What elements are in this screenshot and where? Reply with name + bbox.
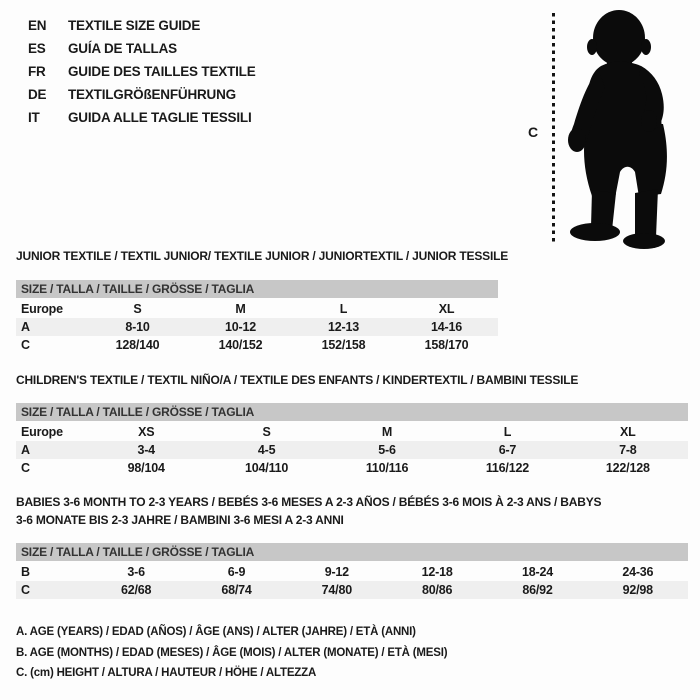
size-cell: 152/158 bbox=[321, 338, 366, 352]
size-cell: 9-12 bbox=[324, 565, 349, 579]
children-table-rows bbox=[16, 423, 688, 477]
table-row bbox=[16, 300, 498, 318]
language-list bbox=[28, 14, 256, 129]
row-label: C bbox=[21, 583, 30, 597]
language-row bbox=[28, 37, 256, 60]
size-cell: 98/104 bbox=[127, 461, 165, 475]
size-cell: 4-5 bbox=[257, 443, 276, 457]
size-cell: XL bbox=[620, 425, 636, 439]
size-cell: 14-16 bbox=[431, 320, 462, 334]
language-code: DE bbox=[28, 87, 47, 102]
size-cell: 80/86 bbox=[422, 583, 453, 597]
size-cell: 74/80 bbox=[321, 583, 352, 597]
table-row bbox=[16, 423, 688, 441]
size-cell: 128/140 bbox=[115, 338, 160, 352]
size-cell: 7-8 bbox=[619, 443, 637, 457]
footnote-b: B. AGE (MONTHS) / EDAD (MESES) / ÂGE (MOIS) / ALTER (MONATE) / ETÀ (MESI) bbox=[16, 646, 448, 659]
language-title: GUÍA DE TALLAS bbox=[68, 41, 177, 56]
size-cell: 122/128 bbox=[605, 461, 650, 475]
language-title: GUIDE DES TAILLES TEXTILE bbox=[68, 64, 256, 79]
table-row bbox=[16, 318, 498, 336]
size-cell: 8-10 bbox=[125, 320, 150, 334]
size-cell: L bbox=[503, 425, 512, 439]
size-cell: 12-18 bbox=[421, 565, 453, 579]
size-cell: 158/170 bbox=[424, 338, 469, 352]
junior-table-title: JUNIOR TEXTILE / TEXTIL JUNIOR/ TEXTILE JUNIOR / JUNIORTEXTIL / JUNIOR TESSILE bbox=[16, 249, 509, 263]
size-cell: 18-24 bbox=[521, 565, 553, 579]
language-title: TEXTILGRÖßENFÜHRUNG bbox=[68, 87, 236, 102]
size-cell: S bbox=[262, 425, 271, 439]
table-row bbox=[16, 581, 688, 599]
size-cell: 86/92 bbox=[522, 583, 553, 597]
row-label: A bbox=[21, 443, 30, 457]
babies-table-title: BABIES 3-6 MONTH TO 2-3 YEARS / BEBÉS 3-6 MESES A 2-3 AÑOS / BÉBÉS 3-6 MOIS À 2-3 ANS / BABYS 3-6 MONATE BIS 2-3 JAHRE / BAMBINI 3-6 MESI A 2-3 ANNI bbox=[16, 495, 602, 527]
footnote-a: A. AGE (YEARS) / EDAD (AÑOS) / ÂGE (ANS) / ALTER (JAHRE) / ETÀ (ANNI) bbox=[16, 626, 416, 638]
size-cell: XS bbox=[138, 425, 155, 439]
language-row bbox=[28, 106, 256, 129]
size-header-bar: SIZE / TALLA / TAILLE / GRÖSSE / TAGLIA bbox=[16, 403, 688, 421]
row-label: C bbox=[21, 461, 30, 475]
language-title: TEXTILE SIZE GUIDE bbox=[68, 18, 201, 33]
children-size-table bbox=[16, 403, 688, 477]
size-cell: 6-7 bbox=[498, 443, 517, 457]
size-cell: L bbox=[339, 302, 348, 316]
row-label: B bbox=[21, 565, 30, 579]
table-row bbox=[16, 459, 688, 477]
size-cell: 10-12 bbox=[225, 320, 256, 334]
junior-table-rows bbox=[16, 300, 498, 354]
row-label: Europe bbox=[21, 302, 63, 316]
babies-size-table bbox=[16, 543, 688, 599]
size-header-bar: SIZE / TALLA / TAILLE / GRÖSSE / TAGLIA bbox=[16, 280, 498, 298]
size-cell: 140/152 bbox=[218, 338, 263, 352]
size-cell: 5-6 bbox=[378, 443, 396, 457]
junior-size-table bbox=[16, 280, 498, 354]
size-cell: S bbox=[133, 302, 142, 316]
size-cell: 24-36 bbox=[622, 565, 654, 579]
size-cell: 104/110 bbox=[245, 461, 289, 475]
toddler-silhouette-icon bbox=[555, 0, 700, 260]
language-row bbox=[28, 83, 256, 106]
row-label: A bbox=[21, 320, 30, 334]
height-measure-label: C bbox=[528, 124, 539, 140]
row-label: C bbox=[21, 338, 30, 352]
size-cell: M bbox=[381, 425, 393, 439]
language-code: ES bbox=[28, 41, 46, 56]
size-cell: XL bbox=[438, 302, 455, 316]
size-cell: 62/68 bbox=[121, 583, 152, 597]
size-cell: 6-9 bbox=[227, 565, 246, 579]
language-code: FR bbox=[28, 64, 46, 79]
size-header-bar: SIZE / TALLA / TAILLE / GRÖSSE / TAGLIA bbox=[16, 543, 688, 561]
size-cell: 3-4 bbox=[137, 443, 155, 457]
table-row bbox=[16, 441, 688, 459]
size-cell: 116/122 bbox=[485, 461, 529, 475]
footnotes bbox=[16, 622, 447, 684]
language-row bbox=[28, 60, 256, 83]
language-code: EN bbox=[28, 18, 47, 33]
language-row bbox=[28, 14, 256, 37]
table-row bbox=[16, 336, 498, 354]
size-cell: 68/74 bbox=[221, 583, 252, 597]
babies-table-rows bbox=[16, 563, 688, 599]
size-cell: M bbox=[235, 302, 246, 316]
footnote-c: C. (cm) HEIGHT / ALTURA / HAUTEUR / HÖHE / ALTEZZA bbox=[16, 667, 317, 679]
size-cell: 12-13 bbox=[328, 320, 359, 334]
size-cell: 3-6 bbox=[127, 565, 145, 579]
row-label: Europe bbox=[21, 425, 63, 439]
language-code: IT bbox=[28, 110, 40, 125]
children-table-title: CHILDREN'S TEXTILE / TEXTIL NIÑO/A / TEXTILE DES ENFANTS / KINDERTEXTIL / BAMBINI TESSILE bbox=[16, 373, 579, 387]
size-cell: 110/116 bbox=[365, 461, 409, 475]
size-cell: 92/98 bbox=[622, 583, 653, 597]
language-title: GUIDA ALLE TAGLIE TESSILI bbox=[68, 110, 252, 125]
table-row bbox=[16, 563, 688, 581]
